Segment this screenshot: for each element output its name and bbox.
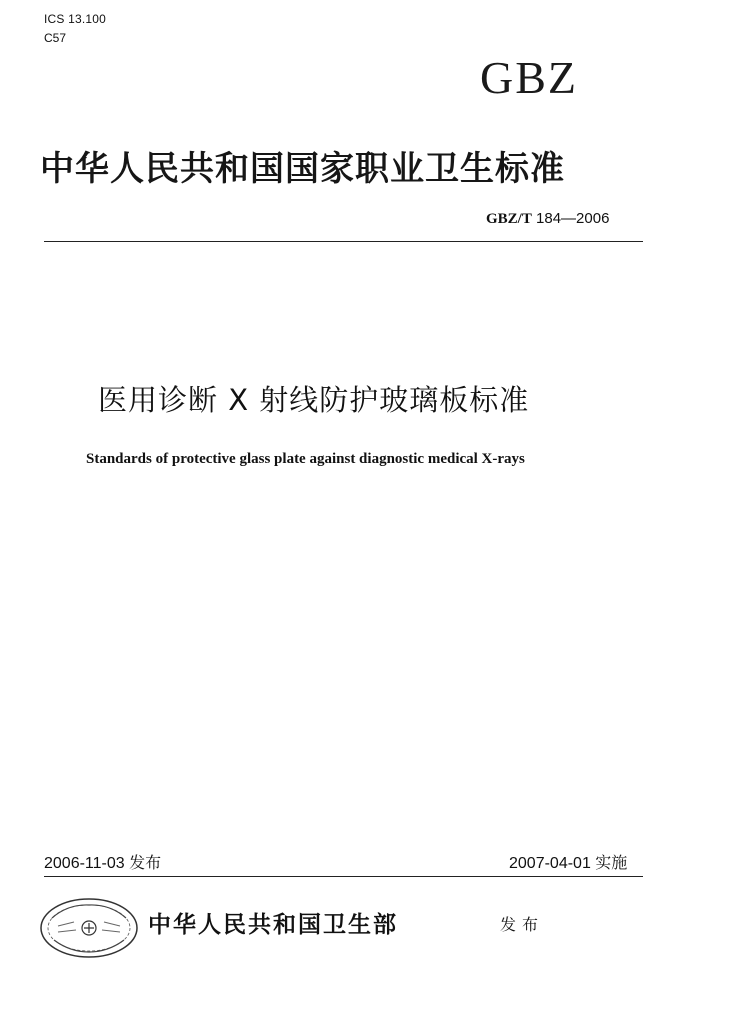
footer-rule bbox=[44, 876, 643, 877]
ics-code: ICS 13.100 bbox=[44, 12, 107, 26]
document-title-cn: 医用诊断 X 射线防护玻璃板标准 bbox=[98, 383, 530, 417]
standard-number bbox=[486, 210, 609, 228]
implementation-date: 2007-04-01 实施 bbox=[509, 855, 628, 872]
authority-title: 中华人民共和国国家职业卫生标准 bbox=[40, 149, 565, 189]
standard-number-prefix: GBZ/T bbox=[486, 211, 532, 227]
issuing-authority: 中华人民共和国卫生部 bbox=[148, 911, 398, 938]
issue-date: 2006-11-03 发布 bbox=[44, 855, 162, 872]
issuing-action: 发布 bbox=[500, 915, 545, 934]
header-rule bbox=[44, 241, 643, 242]
gbz-logo: GBZ bbox=[480, 52, 578, 103]
ccs-code: C57 bbox=[44, 31, 67, 45]
document-title-en: Standards of protective glass plate against diagnostic medical X-rays bbox=[86, 451, 525, 467]
standard-number-value: 184—2006 bbox=[531, 210, 610, 227]
seal-icon bbox=[38, 896, 140, 960]
